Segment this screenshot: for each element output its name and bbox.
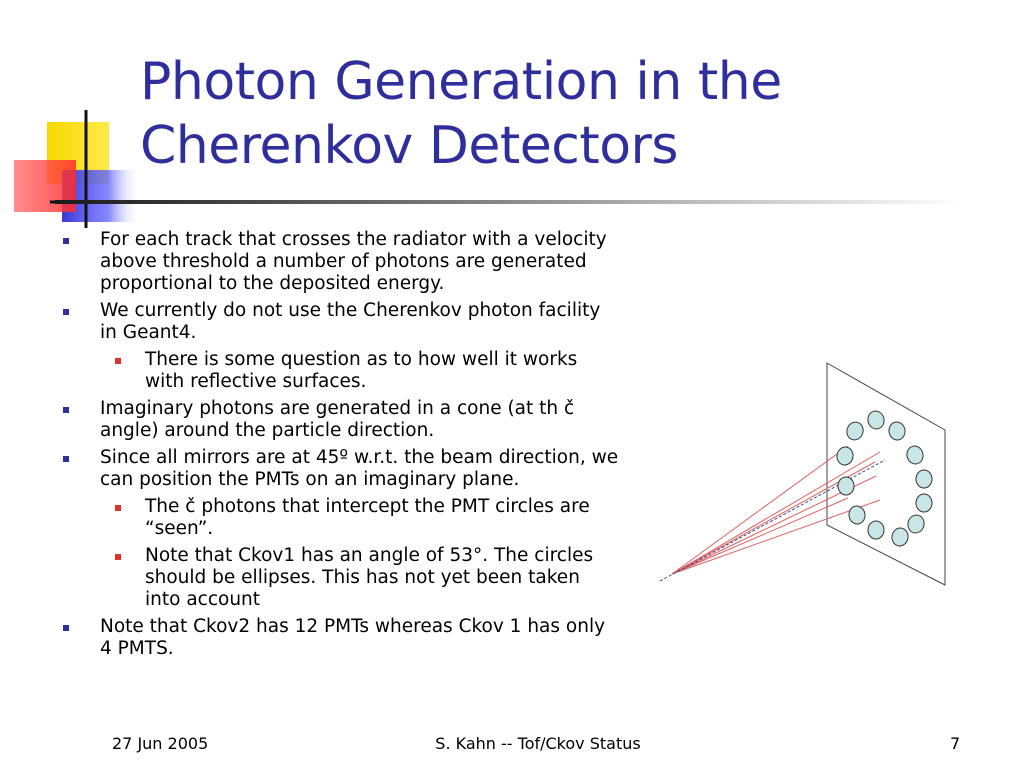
bullet-text: For each track that crosses the radiator with a velocity above threshold a number of photons are generated proportional to the deposited energy. bbox=[100, 229, 607, 294]
title-line-1: Photon Generation in the bbox=[140, 52, 782, 112]
photon-ray bbox=[672, 500, 880, 574]
sub-bullet-text: The č photons that intercept the PMT circles are “seen”. bbox=[145, 496, 590, 539]
sub-bullet-item bbox=[60, 349, 620, 393]
pmt-circle bbox=[838, 477, 854, 495]
sub-bullet-item bbox=[60, 545, 620, 611]
sub-bullet-marker bbox=[115, 505, 121, 511]
bullet-text: Note that Ckov2 has 12 PMTs whereas Ckov 1 has only 4 PMTS. bbox=[100, 616, 606, 659]
pmt-circle bbox=[905, 444, 925, 466]
bullet-item bbox=[60, 229, 620, 295]
sub-bullet-item bbox=[60, 496, 620, 540]
pmt-circle bbox=[888, 421, 907, 442]
bullet-text: Since all mirrors are at 45º w.r.t. the beam direction, we can position the PMTs on an imaginary plane. bbox=[100, 447, 619, 490]
sub-bullet-marker bbox=[115, 554, 121, 560]
red-square bbox=[14, 160, 76, 212]
bullet-marker bbox=[63, 456, 69, 462]
bullet-marker bbox=[63, 309, 69, 315]
bullet-item bbox=[60, 300, 620, 344]
footer-date: 27 Jun 2005 bbox=[112, 734, 209, 753]
slide-title bbox=[140, 50, 1000, 178]
pmt-plane-diagram bbox=[650, 355, 960, 595]
bullet-text: Imaginary photons are generated in a cone (at th č angle) around the particle direction. bbox=[100, 398, 575, 441]
title-underline bbox=[55, 200, 965, 204]
photon-ray bbox=[672, 446, 848, 574]
pmt-circle bbox=[866, 409, 886, 431]
footer-title: S. Kahn -- Tof/Ckov Status bbox=[435, 734, 641, 753]
pmt-circle bbox=[844, 420, 865, 442]
bullet-list bbox=[60, 229, 620, 665]
bullet-marker bbox=[63, 238, 69, 244]
bullet-item bbox=[60, 447, 620, 491]
sub-bullet-text: Note that Ckov1 has an angle of 53°. The circles should be ellipses. This has not yet been taken into account bbox=[145, 545, 594, 610]
bullet-marker bbox=[63, 407, 69, 413]
page-number: 7 bbox=[950, 734, 961, 753]
pmt-circle bbox=[868, 521, 884, 539]
bullet-item bbox=[60, 616, 620, 660]
pmt-circle bbox=[836, 446, 855, 467]
bullet-marker bbox=[63, 625, 69, 631]
pmt-circle bbox=[916, 494, 932, 512]
pmt-circle bbox=[848, 505, 867, 526]
title-line-2: Cherenkov Detectors bbox=[140, 116, 678, 176]
sub-bullet-text: There is some question as to how well it works with reflective surfaces. bbox=[145, 349, 578, 392]
pmt-ring bbox=[836, 409, 932, 547]
bullet-item bbox=[60, 398, 620, 442]
pmt-circle bbox=[891, 527, 910, 548]
bullet-text: We currently do not use the Cherenkov photon facility in Geant4. bbox=[100, 300, 601, 343]
pmt-circle bbox=[916, 470, 932, 488]
sub-bullet-marker bbox=[115, 358, 121, 364]
pmt-circle bbox=[906, 513, 926, 535]
